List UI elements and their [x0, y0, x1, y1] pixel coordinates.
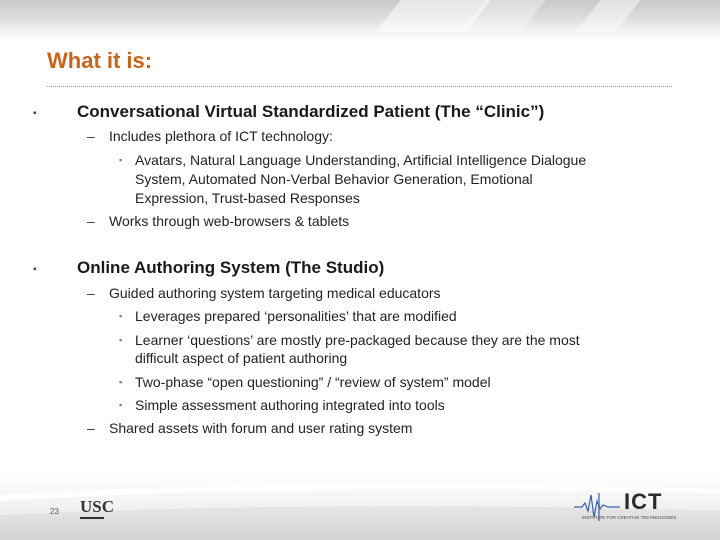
sub-sub-bullet-avatars-line2: System, Automated Non-Verbal Behavior Generation, Emotional	[135, 171, 533, 187]
level3-bullet-icon: ▪	[119, 400, 123, 410]
ict-logo: ICT	[624, 489, 663, 514]
sub-bullet-web-browsers: Works through web-browsers & tablets	[109, 213, 350, 229]
sub-bullet-shared-assets: Shared assets with forum and user rating system	[109, 420, 413, 436]
sub-sub-bullet-assessment: Simple assessment authoring integrated into tools	[135, 397, 445, 413]
bullet-studio: Online Authoring System (The Studio)	[77, 258, 385, 277]
ict-tagline: INSTITUTE FOR CREATIVE TECHNOLOGIES	[582, 515, 677, 520]
sub-sub-bullet-two-phase: Two-phase “open questioning” / “review of system” model	[135, 374, 491, 390]
bullet-clinic: Conversational Virtual Standardized Patient (The “Clinic”)	[77, 102, 545, 121]
level3-bullet-icon: ▪	[119, 311, 123, 321]
level1-bullet-icon: ▪	[33, 264, 37, 275]
sub-sub-bullet-avatars-line3: Expression, Trust-based Responses	[135, 190, 360, 206]
page-number: 23	[50, 507, 59, 516]
slide-footer	[0, 475, 720, 540]
level2-dash-icon: –	[87, 420, 95, 436]
usc-logo-underline	[80, 517, 104, 519]
sub-bullet-guided-authoring: Guided authoring system targeting medical educators	[109, 285, 441, 301]
sub-sub-bullet-avatars-line1: Avatars, Natural Language Understanding, Artificial Intelligence Dialogue	[135, 152, 587, 168]
sub-sub-bullet-questions-line1: Learner ‘questions’ are mostly pre-packaged because they are the most	[135, 332, 580, 348]
usc-logo: USC	[80, 497, 115, 516]
level2-dash-icon: –	[87, 285, 95, 301]
sub-sub-bullet-personalities: Leverages prepared ‘personalities’ that are modified	[135, 308, 457, 324]
level3-bullet-icon: ▪	[119, 155, 123, 165]
sub-bullet-ict-tech: Includes plethora of ICT technology:	[109, 128, 333, 144]
level2-dash-icon: –	[87, 213, 95, 229]
sub-sub-bullet-questions-line2: difficult aspect of patient authoring	[135, 350, 348, 366]
level1-bullet-icon: ▪	[33, 108, 37, 119]
level2-dash-icon: –	[87, 128, 95, 144]
level3-bullet-icon: ▪	[119, 335, 123, 345]
level3-bullet-icon: ▪	[119, 377, 123, 387]
slide-title: What it is:	[47, 48, 153, 73]
